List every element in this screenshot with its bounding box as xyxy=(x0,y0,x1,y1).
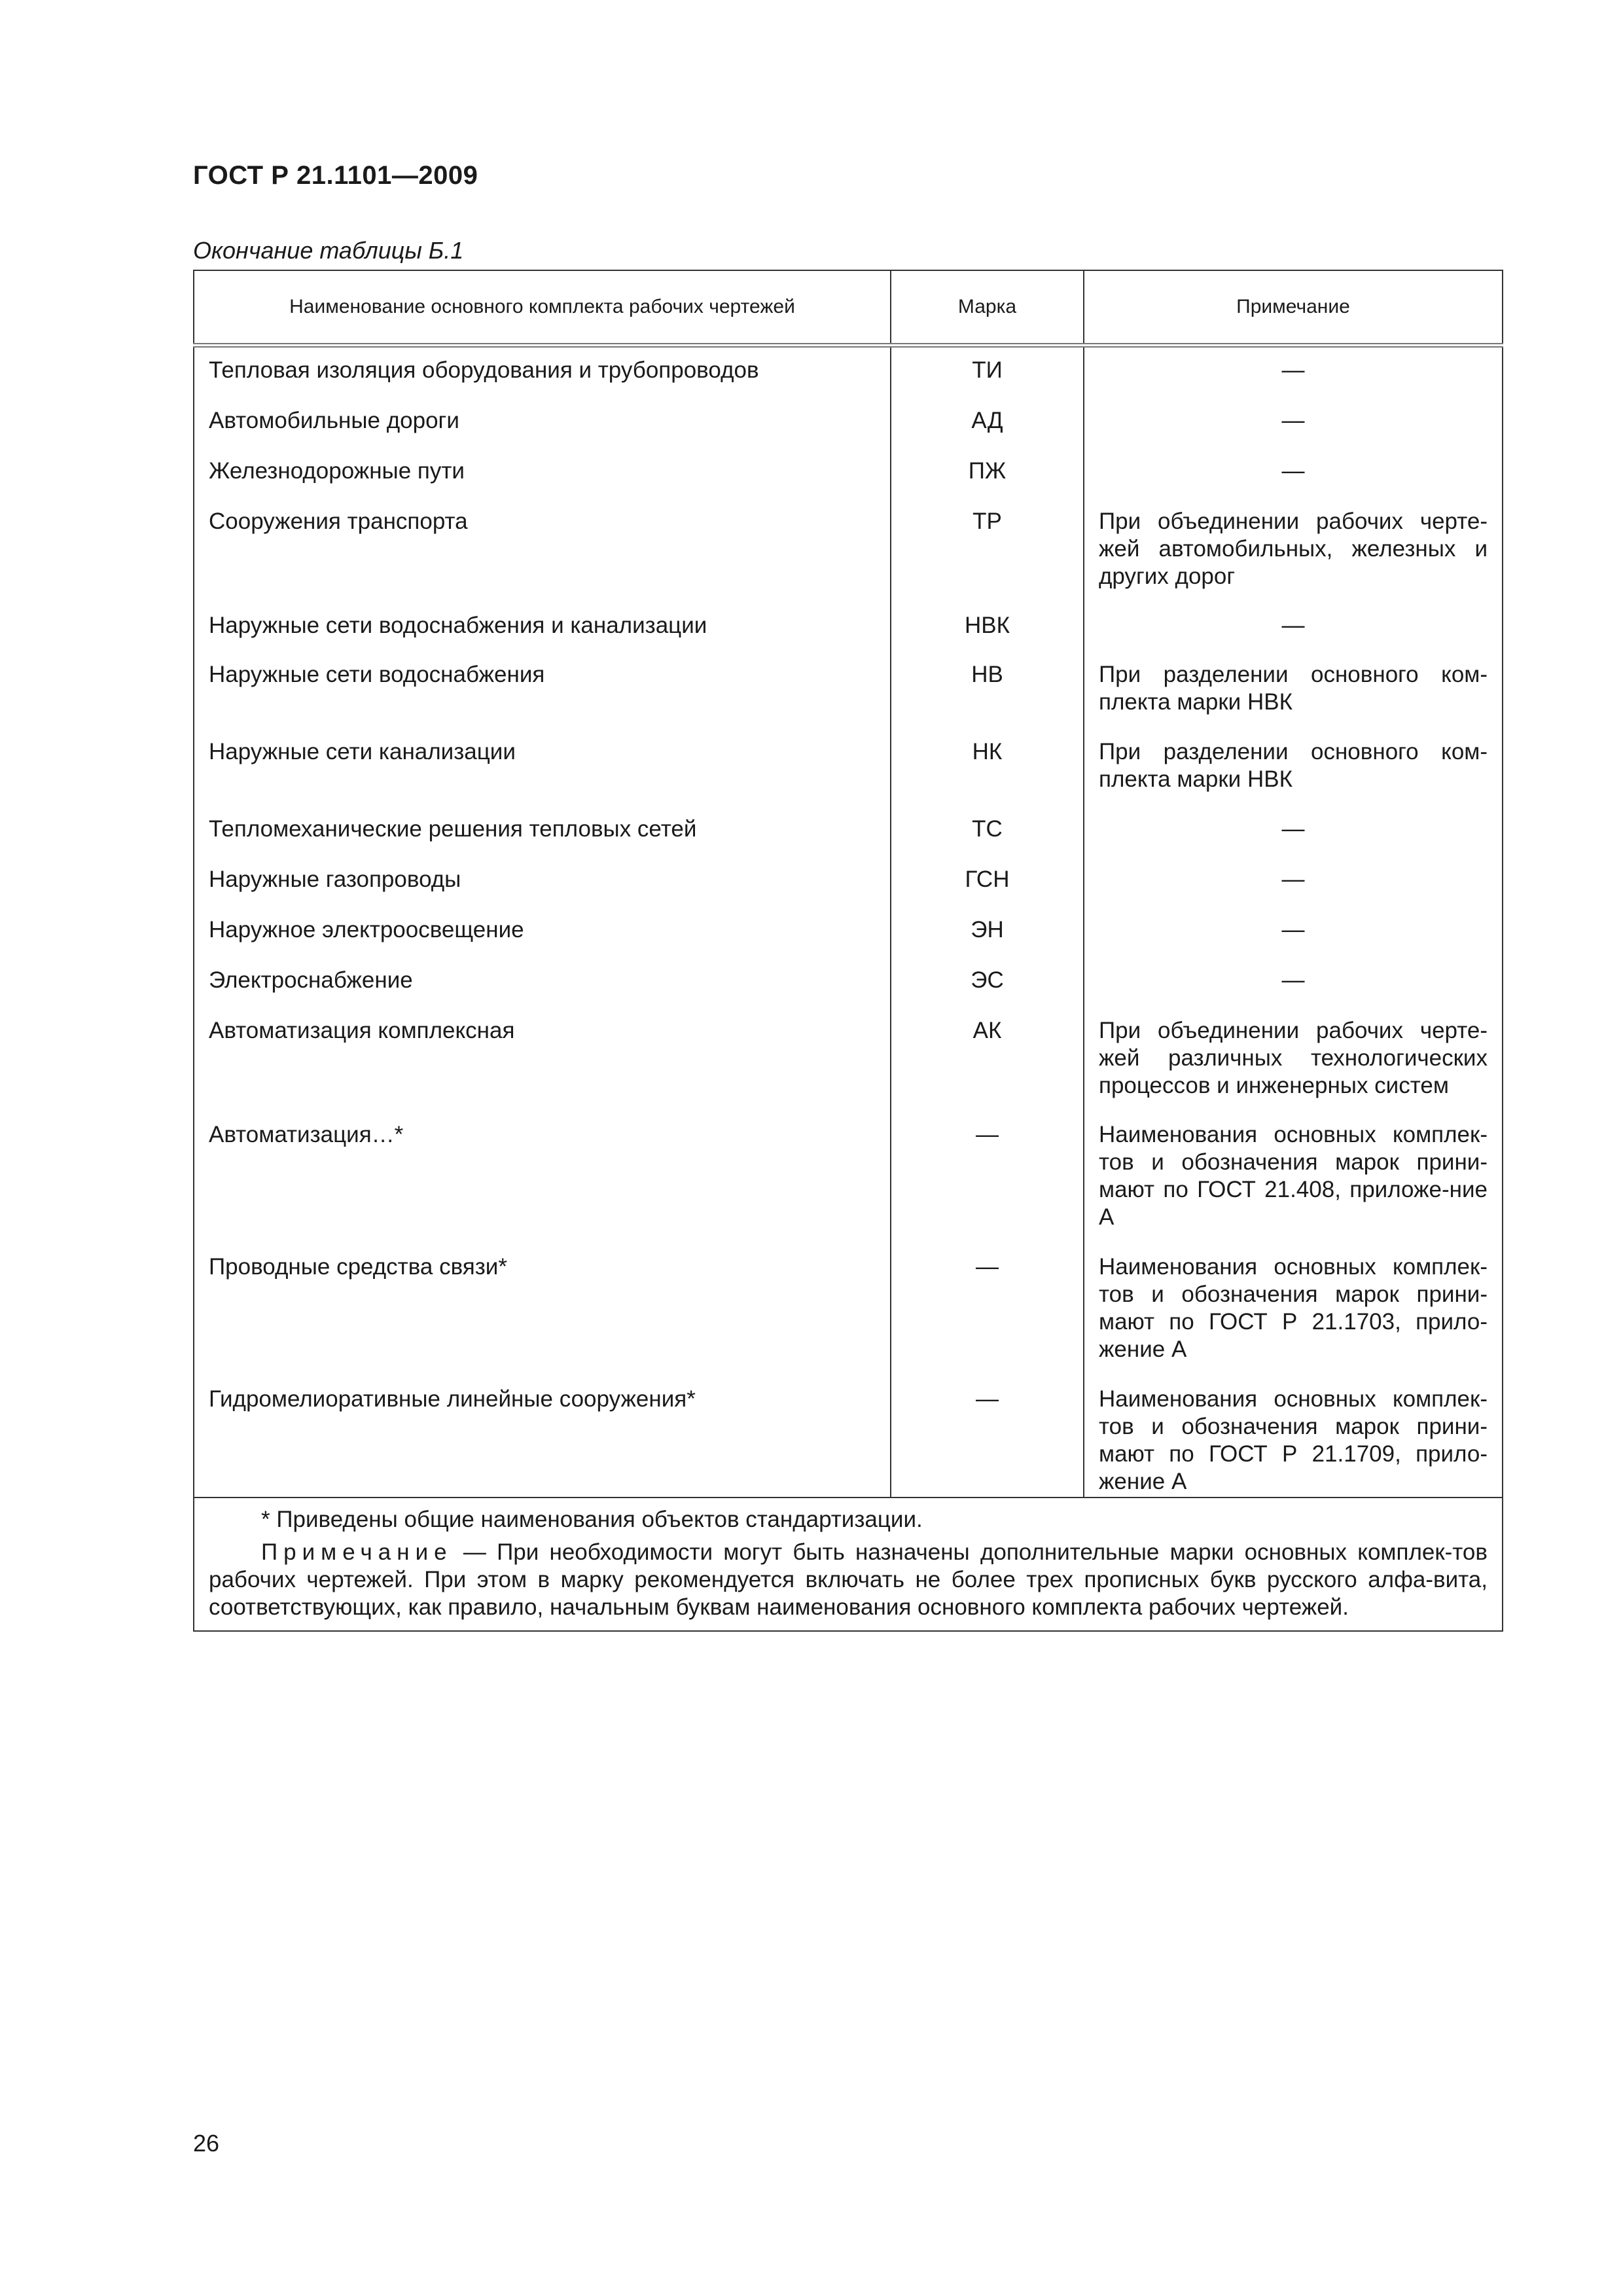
row-mark: НК xyxy=(891,729,1084,806)
row-mark: — xyxy=(891,1376,1084,1498)
table-row xyxy=(194,729,1503,806)
row-note: При разделении основного ком-плекта марки НВК xyxy=(1084,729,1503,806)
row-name: Тепловая изоляция оборудования и трубопроводов xyxy=(194,346,891,399)
table-row xyxy=(194,603,1503,652)
row-mark: ПЖ xyxy=(891,448,1084,499)
row-mark: НВ xyxy=(891,652,1084,729)
table-row xyxy=(194,907,1503,958)
table-row xyxy=(194,448,1503,499)
row-mark: ГСН xyxy=(891,857,1084,907)
footnote-asterisk: * Приведены общие наименования объектов стандартизации. xyxy=(261,1507,923,1532)
row-mark: АД xyxy=(891,398,1084,448)
row-mark: ТР xyxy=(891,499,1084,603)
row-name: Наружные сети водоснабжения и канализации xyxy=(194,603,891,652)
table-row xyxy=(194,806,1503,857)
table-row xyxy=(194,499,1503,603)
row-mark: ЭС xyxy=(891,958,1084,1008)
row-name: Проводные средства связи* xyxy=(194,1244,891,1376)
marks-table-container xyxy=(193,270,1502,1632)
row-name: Автоматизация…* xyxy=(194,1112,891,1244)
table-row xyxy=(194,346,1503,399)
table-header-row xyxy=(194,270,1503,346)
row-note: — xyxy=(1084,448,1503,499)
row-name: Гидромелиоративные линейные сооружения* xyxy=(194,1376,891,1498)
table-row xyxy=(194,652,1503,729)
marks-table xyxy=(193,270,1503,1632)
row-name: Автоматизация комплексная xyxy=(194,1008,891,1112)
table-caption: Окончание таблицы Б.1 xyxy=(193,237,464,264)
document-designation: ГОСТ Р 21.1101—2009 xyxy=(193,161,478,190)
row-name: Наружные сети водоснабжения xyxy=(194,652,891,729)
row-note: — xyxy=(1084,958,1503,1008)
row-name: Сооружения транспорта xyxy=(194,499,891,603)
column-header-note: Примечание xyxy=(1084,270,1503,346)
row-mark: НВК xyxy=(891,603,1084,652)
row-mark: ТС xyxy=(891,806,1084,857)
table-row xyxy=(194,1112,1503,1244)
table-row xyxy=(194,1376,1503,1498)
row-note: При разделении основного ком-плекта марки НВК xyxy=(1084,652,1503,729)
table-footer-cell xyxy=(194,1498,1503,1631)
table-row xyxy=(194,1008,1503,1112)
row-note: — xyxy=(1084,346,1503,399)
table-row xyxy=(194,958,1503,1008)
page-number: 26 xyxy=(193,2130,220,2157)
table-note xyxy=(209,1539,1488,1621)
note-text: — При необходимости могут быть назначены дополнительные марки основных комплек-тов рабочих чертежей. При этом в марку рекомендуется включать не более трех прописных букв русского алфа-вита, соответствующих, как правило, начальным буквам наименования основного комплекта рабочих чертежей. xyxy=(209,1539,1488,1620)
table-row xyxy=(194,398,1503,448)
row-name: Электроснабжение xyxy=(194,958,891,1008)
row-mark: АК xyxy=(891,1008,1084,1112)
row-name: Наружное электроосвещение xyxy=(194,907,891,958)
column-header-name: Наименование основного комплекта рабочих чертежей xyxy=(194,270,891,346)
row-mark: ЭН xyxy=(891,907,1084,958)
row-mark: — xyxy=(891,1112,1084,1244)
note-label: Примечание xyxy=(261,1539,453,1565)
row-note: — xyxy=(1084,806,1503,857)
row-note: — xyxy=(1084,857,1503,907)
row-note: При объединении рабочих черте-жей различных технологических процессов и инженерных систем xyxy=(1084,1008,1503,1112)
table-row xyxy=(194,857,1503,907)
row-note: При объединении рабочих черте-жей автомобильных, железных и других дорог xyxy=(1084,499,1503,603)
table-row xyxy=(194,1244,1503,1376)
table-footer-row xyxy=(194,1498,1503,1631)
row-name: Автомобильные дороги xyxy=(194,398,891,448)
row-note: Наименования основных комплек-тов и обозначения марок прини-мают по ГОСТ 21.408, приложе-ние А xyxy=(1084,1112,1503,1244)
row-mark: ТИ xyxy=(891,346,1084,399)
row-name: Наружные газопроводы xyxy=(194,857,891,907)
row-note: — xyxy=(1084,907,1503,958)
row-note: — xyxy=(1084,398,1503,448)
row-mark: — xyxy=(891,1244,1084,1376)
row-note: Наименования основных комплек-тов и обозначения марок прини-мают по ГОСТ Р 21.1703, прило-жение А xyxy=(1084,1244,1503,1376)
row-note: — xyxy=(1084,603,1503,652)
row-name: Тепломеханические решения тепловых сетей xyxy=(194,806,891,857)
row-name: Железнодорожные пути xyxy=(194,448,891,499)
row-name: Наружные сети канализации xyxy=(194,729,891,806)
row-note: Наименования основных комплек-тов и обозначения марок прини-мают по ГОСТ Р 21.1709, прило-жение А xyxy=(1084,1376,1503,1498)
column-header-mark: Марка xyxy=(891,270,1084,346)
